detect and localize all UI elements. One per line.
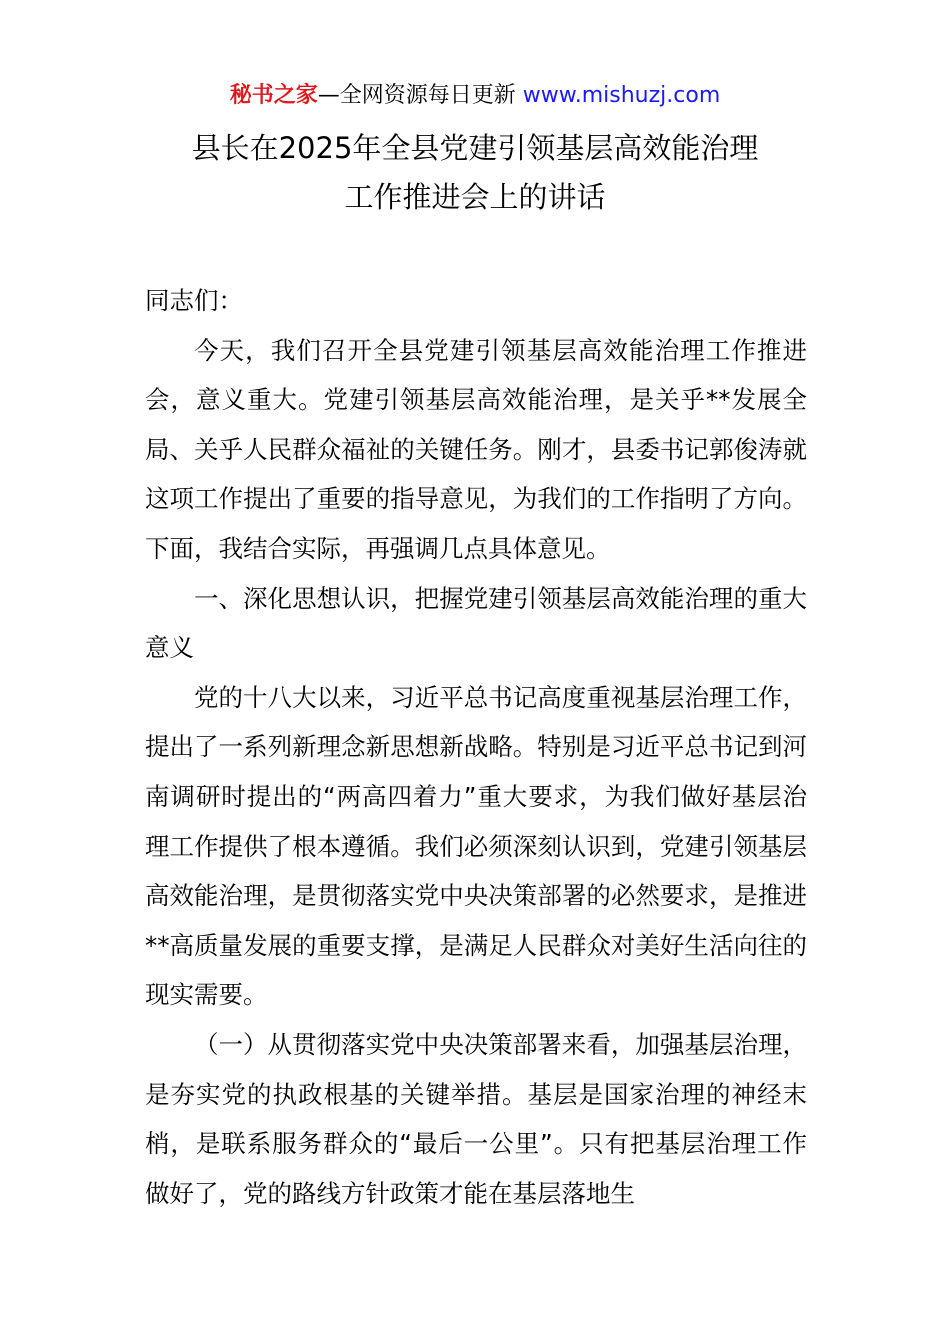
document-title-line-2: 工作推进会上的讲话	[344, 180, 606, 214]
site-url-link[interactable]: www.mishuzj.com	[522, 83, 721, 108]
paragraph-intro: 今天，我们召开全县党建引领基层高效能治理工作推进会，意义重大。党建引领基层高效能治理，是关乎**发展全局、关乎人民群众福祉的关键任务。刚才，县委书记郭俊涛就这项工作提出了重要的指导意见，为我们的工作指明了方向。下面，我结合实际，再强调几点具体意见。	[145, 335, 807, 563]
document-body	[145, 276, 807, 1218]
section-heading-1: 一、深化思想认识，把握党建引领基层高效能治理的重大意义	[145, 583, 807, 663]
salutation: 同志们：	[145, 286, 243, 315]
paragraph-section-1: 党的十八大以来，习近平总书记高度重视基层治理工作，提出了一系列新理念新思想新战略。特别是习近平总书记到河南调研时提出的“两高四着力”重大要求，为我们做好基层治理工作提供了根本遵循。我们必须深刻认识到，党建引领基层高效能治理，是贯彻落实党中央决策部署的必然要求，是推进**高质量发展的重要支撑，是满足人民群众对美好生活向往的现实需要。	[145, 682, 807, 1010]
paragraph-subsection-1: （一）从贯彻落实党中央决策部署来看，加强基层治理，是夯实党的执政根基的关键举措。基层是国家治理的神经末梢，是联系服务群众的“最后一公里”。只有把基层治理工作做好了，党的路线方针政策才能在基层落地生	[145, 1029, 807, 1208]
document-title-line-1: 县长在2025年全县党建引领基层高效能治理	[191, 131, 759, 165]
site-header	[0, 80, 950, 112]
site-brand: 秘书之家	[229, 83, 318, 108]
site-tagline: —全网资源每日更新	[317, 83, 516, 108]
